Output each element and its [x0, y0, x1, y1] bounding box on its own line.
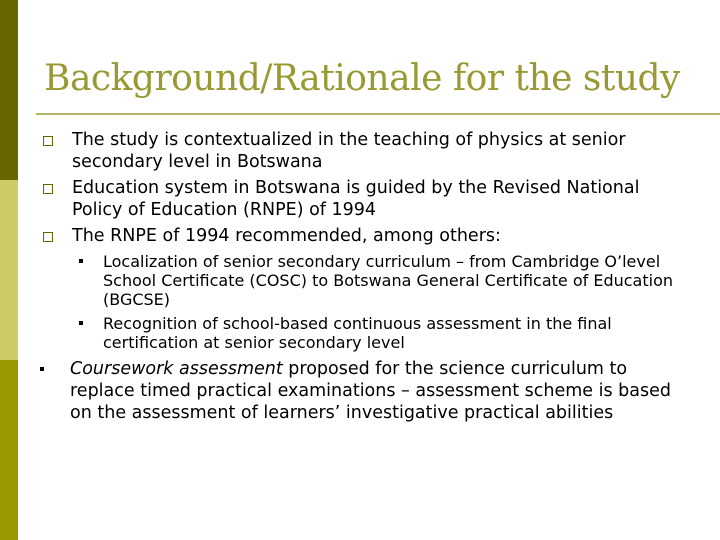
bullet-item: [70, 358, 690, 424]
slide-title: Background/Rationale for the study: [44, 58, 680, 99]
bullet-text: Education system in Botswana is guided by the Revised National Policy of Education (RNPE) of 1994: [72, 178, 640, 220]
square-bullet-icon: [43, 184, 53, 194]
sub-bullet-text: Recognition of school-based continuous assessment in the final certification at senior secondary level: [103, 314, 612, 352]
bullet-text: The RNPE of 1994 recommended, among others:: [72, 226, 501, 246]
side-bar-middle: [0, 180, 18, 360]
title-divider: [36, 113, 720, 115]
side-bar-top: [0, 0, 18, 180]
small-square-bullet-icon: [40, 367, 44, 371]
sub-bullet-item: [103, 252, 683, 309]
bullet-item: [72, 177, 692, 221]
italic-term: Coursework assessment: [70, 359, 283, 379]
small-square-bullet-icon: [79, 259, 83, 263]
sub-bullet-item: [103, 314, 693, 352]
bullet-text: The study is contextualized in the teaching of physics at senior secondary level in Botswana: [72, 130, 626, 172]
bullet-text: proposed for the science curriculum to replace timed practical examinations – assessment scheme is based on the assessment of learners’ investigative practical abilities: [70, 359, 671, 423]
square-bullet-icon: [43, 232, 53, 242]
small-square-bullet-icon: [79, 321, 83, 325]
bullet-item: [72, 225, 692, 247]
square-bullet-icon: [43, 136, 53, 146]
side-bar-bottom: [0, 360, 18, 540]
bullet-item: [72, 129, 692, 173]
sub-bullet-text: Localization of senior secondary curriculum – from Cambridge O’level School Certificate (COSC) to Botswana General Certificate of Education (BGCSE): [103, 252, 674, 309]
